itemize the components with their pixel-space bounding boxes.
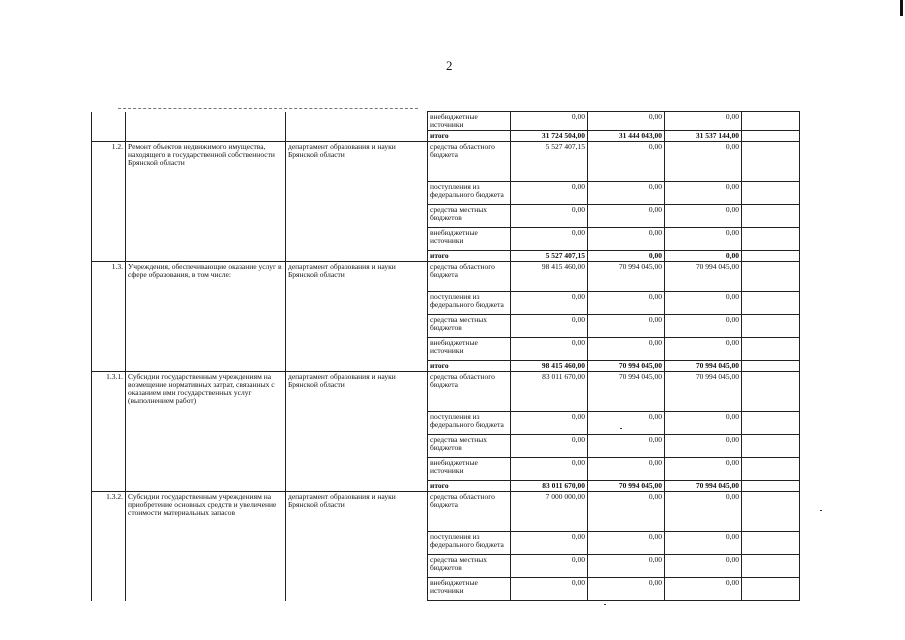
value-2016-cell: 0,00 bbox=[665, 435, 742, 458]
notes-cell bbox=[742, 228, 800, 251]
item-name-cell: Учреждения, обеспечивающие оказание услуг в сфере образования, в том числе: bbox=[126, 262, 286, 372]
value-2016-cell: 0,00 bbox=[665, 532, 742, 555]
funding-source-cell: средства местных бюджетов bbox=[428, 205, 511, 228]
value-2015-cell: 0,00 bbox=[588, 555, 665, 578]
funding-source-cell: внебюджетные источники bbox=[428, 228, 511, 251]
value-2014-cell: 0,00 bbox=[511, 228, 588, 251]
funding-source-cell: внебюджетные источники bbox=[428, 338, 511, 361]
value-2014-cell: 0,00 bbox=[511, 338, 588, 361]
value-2016-cell: 31 537 144,00 bbox=[665, 131, 742, 142]
budget-table bbox=[91, 111, 800, 601]
notes-cell bbox=[742, 435, 800, 458]
cut-off-header-line bbox=[118, 108, 418, 110]
table-row bbox=[92, 262, 800, 292]
notes-cell bbox=[742, 458, 800, 481]
funding-source-cell: средства местных бюджетов bbox=[428, 435, 511, 458]
value-2015-cell: 70 994 045,00 bbox=[588, 361, 665, 372]
responsible-dept-cell bbox=[286, 112, 428, 142]
value-2016-cell: 0,00 bbox=[665, 251, 742, 262]
funding-source-cell: внебюджетные источники bbox=[428, 578, 511, 601]
notes-cell bbox=[742, 251, 800, 262]
value-2016-cell: 0,00 bbox=[665, 142, 742, 182]
value-2015-cell: 0,00 bbox=[588, 458, 665, 481]
value-2014-cell: 0,00 bbox=[511, 412, 588, 435]
value-2016-cell: 0,00 bbox=[665, 112, 742, 131]
value-2014-cell: 5 527 407,15 bbox=[511, 251, 588, 262]
notes-cell bbox=[742, 131, 800, 142]
item-name-cell: Субсидии государственным учреждениям на возмещение нормативных затрат, связанных с оказанием ими государственных услуг (выполнением работ) bbox=[126, 372, 286, 492]
funding-source-cell: внебюджетные источники bbox=[428, 112, 511, 131]
value-2016-cell: 70 994 045,00 bbox=[665, 372, 742, 412]
funding-source-cell: внебюджетные источники bbox=[428, 458, 511, 481]
funding-source-cell: поступления из федерального бюджета bbox=[428, 182, 511, 205]
value-2014-cell: 98 415 460,00 bbox=[511, 361, 588, 372]
value-2016-cell: 70 994 045,00 bbox=[665, 361, 742, 372]
value-2015-cell: 31 444 043,00 bbox=[588, 131, 665, 142]
funding-source-cell: итого bbox=[428, 481, 511, 492]
notes-cell bbox=[742, 315, 800, 338]
responsible-dept-cell: департамент образования и науки Брянской области bbox=[286, 142, 428, 262]
value-2016-cell: 0,00 bbox=[665, 458, 742, 481]
notes-cell bbox=[742, 182, 800, 205]
notes-cell bbox=[742, 492, 800, 532]
value-2014-cell: 0,00 bbox=[511, 315, 588, 338]
value-2014-cell: 0,00 bbox=[511, 532, 588, 555]
notes-cell bbox=[742, 412, 800, 435]
funding-source-cell: средства местных бюджетов bbox=[428, 555, 511, 578]
item-number-cell: 1.2. bbox=[92, 142, 126, 262]
value-2015-cell: 0,00 bbox=[588, 492, 665, 532]
value-2016-cell: 70 994 045,00 bbox=[665, 481, 742, 492]
value-2016-cell: 0,00 bbox=[665, 292, 742, 315]
budget-table-body bbox=[92, 112, 800, 601]
notes-cell bbox=[742, 292, 800, 315]
notes-cell bbox=[742, 532, 800, 555]
value-2014-cell: 98 415 460,00 bbox=[511, 262, 588, 292]
value-2015-cell: 70 994 045,00 bbox=[588, 481, 665, 492]
notes-cell bbox=[742, 142, 800, 182]
value-2014-cell: 0,00 bbox=[511, 435, 588, 458]
item-name-cell: Ремонт объектов недвижимого имущества, находящего в государственной собственности Брянской области bbox=[126, 142, 286, 262]
item-name-cell: Субсидии государственным учреждениям на приобретение основных средств и увеличение стоимости материальных запасов bbox=[126, 492, 286, 601]
scan-speck bbox=[820, 510, 822, 511]
funding-source-cell: средства областного бюджета bbox=[428, 142, 511, 182]
value-2015-cell: 0,00 bbox=[588, 338, 665, 361]
page-number: 2 bbox=[446, 58, 453, 73]
value-2016-cell: 0,00 bbox=[665, 338, 742, 361]
value-2014-cell: 0,00 bbox=[511, 112, 588, 131]
responsible-dept-cell: департамент образования и науки Брянской области bbox=[286, 262, 428, 372]
item-number-cell bbox=[92, 112, 126, 142]
table-row bbox=[92, 492, 800, 532]
notes-cell bbox=[742, 338, 800, 361]
value-2015-cell: 0,00 bbox=[588, 228, 665, 251]
notes-cell bbox=[742, 578, 800, 601]
item-number-cell: 1.3.1. bbox=[92, 372, 126, 492]
value-2015-cell: 0,00 bbox=[588, 292, 665, 315]
value-2015-cell: 0,00 bbox=[588, 578, 665, 601]
notes-cell bbox=[742, 205, 800, 228]
value-2014-cell: 0,00 bbox=[511, 205, 588, 228]
value-2015-cell: 0,00 bbox=[588, 532, 665, 555]
value-2014-cell: 0,00 bbox=[511, 555, 588, 578]
value-2016-cell: 0,00 bbox=[665, 555, 742, 578]
item-number-cell: 1.3.2. bbox=[92, 492, 126, 601]
value-2014-cell: 83 011 670,00 bbox=[511, 481, 588, 492]
notes-cell bbox=[742, 372, 800, 412]
scan-speck bbox=[604, 604, 606, 605]
value-2014-cell: 5 527 407,15 bbox=[511, 142, 588, 182]
notes-cell bbox=[742, 112, 800, 131]
item-name-cell bbox=[126, 112, 286, 142]
value-2016-cell: 0,00 bbox=[665, 182, 742, 205]
responsible-dept-cell: департамент образования и науки Брянской области bbox=[286, 492, 428, 601]
value-2015-cell: 70 994 045,00 bbox=[588, 372, 665, 412]
funding-source-cell: итого bbox=[428, 131, 511, 142]
value-2015-cell: 70 994 045,00 bbox=[588, 262, 665, 292]
value-2015-cell: 0,00 bbox=[588, 205, 665, 228]
value-2016-cell: 0,00 bbox=[665, 412, 742, 435]
funding-source-cell: поступления из федерального бюджета bbox=[428, 292, 511, 315]
funding-source-cell: итого bbox=[428, 361, 511, 372]
value-2016-cell: 0,00 bbox=[665, 228, 742, 251]
notes-cell bbox=[742, 481, 800, 492]
funding-source-cell: итого bbox=[428, 251, 511, 262]
value-2014-cell: 83 011 670,00 bbox=[511, 372, 588, 412]
value-2016-cell: 0,00 bbox=[665, 315, 742, 338]
funding-source-cell: средства областного бюджета bbox=[428, 262, 511, 292]
notes-cell bbox=[742, 361, 800, 372]
funding-source-cell: поступления из федерального бюджета bbox=[428, 532, 511, 555]
value-2015-cell: 0,00 bbox=[588, 182, 665, 205]
value-2015-cell: 0,00 bbox=[588, 412, 665, 435]
value-2014-cell: 0,00 bbox=[511, 458, 588, 481]
notes-cell bbox=[742, 555, 800, 578]
value-2015-cell: 0,00 bbox=[588, 251, 665, 262]
value-2015-cell: 0,00 bbox=[588, 315, 665, 338]
value-2016-cell: 0,00 bbox=[665, 205, 742, 228]
value-2015-cell: 0,00 bbox=[588, 112, 665, 131]
funding-source-cell: средства областного бюджета bbox=[428, 372, 511, 412]
table-row bbox=[92, 142, 800, 182]
value-2014-cell: 7 000 000,00 bbox=[511, 492, 588, 532]
responsible-dept-cell: департамент образования и науки Брянской области bbox=[286, 372, 428, 492]
funding-source-cell: поступления из федерального бюджета bbox=[428, 412, 511, 435]
notes-cell bbox=[742, 262, 800, 292]
item-number-cell: 1.3. bbox=[92, 262, 126, 372]
value-2015-cell: 0,00 bbox=[588, 142, 665, 182]
value-2016-cell: 0,00 bbox=[665, 578, 742, 601]
funding-source-cell: средства местных бюджетов bbox=[428, 315, 511, 338]
value-2014-cell: 31 724 504,00 bbox=[511, 131, 588, 142]
table-row bbox=[92, 112, 800, 131]
value-2016-cell: 70 994 045,00 bbox=[665, 262, 742, 292]
scan-edge-mark bbox=[900, 0, 903, 16]
value-2014-cell: 0,00 bbox=[511, 292, 588, 315]
value-2016-cell: 0,00 bbox=[665, 492, 742, 532]
table-row bbox=[92, 372, 800, 412]
value-2014-cell: 0,00 bbox=[511, 578, 588, 601]
funding-source-cell: средства областного бюджета bbox=[428, 492, 511, 532]
value-2015-cell: 0,00 bbox=[588, 435, 665, 458]
value-2014-cell: 0,00 bbox=[511, 182, 588, 205]
